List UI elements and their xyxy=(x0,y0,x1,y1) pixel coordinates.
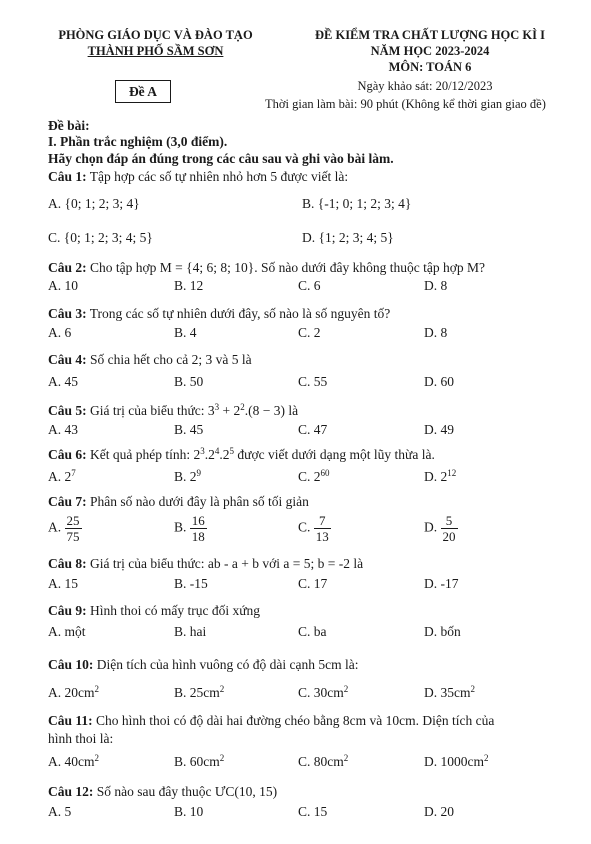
exponent: 2 xyxy=(240,402,245,412)
exam-version-box: Đề A xyxy=(115,80,171,103)
question-4 xyxy=(48,351,252,368)
q5-option-d: D. 49 xyxy=(424,422,454,437)
question-label: Câu 2: xyxy=(48,260,87,275)
exponent: 3 xyxy=(214,402,220,412)
q4-option-b: B. 50 xyxy=(174,374,204,389)
question-text: Số chia hết cho cả 2; 3 và 5 là xyxy=(90,352,252,367)
q5-option-b: B. 45 xyxy=(174,422,204,437)
q3-option-a: A. 6 xyxy=(48,325,72,340)
question-text: Cho tập hợp M = {4; 6; 8; 10}. Số nào dưới đây không thuộc tập hợp M? xyxy=(90,260,486,275)
q12-option-c: C. 15 xyxy=(298,804,328,819)
q1-option-a: A. {0; 1; 2; 3; 4} xyxy=(48,196,140,211)
q3-option-c: C. 2 xyxy=(298,325,321,340)
section-heading: I. Phần trắc nghiệm (3,0 điểm). xyxy=(48,134,228,149)
question-text: Cho hình thoi có độ dài hai đường chéo bằng 8cm và 10cm. Diện tích của xyxy=(96,713,495,728)
q8-option-b: B. -15 xyxy=(174,576,208,591)
question-label: Câu 1: xyxy=(48,169,87,184)
q9-option-d: D. bốn xyxy=(424,624,461,639)
subject: MÔN: TOÁN 6 xyxy=(388,60,472,74)
question-9 xyxy=(48,602,260,619)
exponent: 3 xyxy=(200,446,205,456)
question-label: Câu 11: xyxy=(48,713,93,728)
exponent: 5 xyxy=(229,446,234,456)
question-label: Câu 9: xyxy=(48,603,87,618)
question-text-mid: + 2 xyxy=(219,403,241,418)
exam-duration: Thời gian làm bài: 90 phút (Không kể thời gian giao đề) xyxy=(265,97,546,111)
question-text: Hình thoi có mấy trục đối xứng xyxy=(90,603,261,618)
q9-option-b: B. hai xyxy=(174,624,207,639)
question-text-mid: .2 xyxy=(219,447,230,462)
question-text: Diện tích của hình vuông có độ dài cạnh 5cm là: xyxy=(96,657,359,672)
q4-option-a: A. 45 xyxy=(48,374,78,389)
q7-option-b: B. $\frac{16}{18}$ xyxy=(174,513,205,544)
q6-option-b: B. $2^9$ xyxy=(174,468,202,484)
q2-option-c: C. 6 xyxy=(298,278,321,293)
q6-option-a: A. $2^7$ xyxy=(48,468,76,484)
instruction: Hãy chọn đáp án đúng trong các câu sau và ghi vào bài làm. xyxy=(48,151,394,166)
q11-option-c: C. $80cm^2$ xyxy=(298,753,349,769)
q1-option-d: D. {1; 2; 3; 4; 5} xyxy=(302,230,394,245)
fraction: $\frac{16}{18}$ xyxy=(191,513,205,544)
q11-option-d: D. $1000cm^2$ xyxy=(424,753,489,769)
q2-option-d: D. 8 xyxy=(424,278,448,293)
fraction: $\frac{5}{20}$ xyxy=(442,513,456,544)
question-3 xyxy=(48,305,390,322)
q11-option-a: A. $40cm^2$ xyxy=(48,753,99,769)
question-text-pre: Giá trị của biểu thức: 3 xyxy=(90,403,215,418)
question-label: Câu 4: xyxy=(48,352,87,367)
q4-option-d: D. 60 xyxy=(424,374,454,389)
question-text-post: được viết dưới dạng một lũy thừa là. xyxy=(234,447,435,462)
de-bai-heading: Đề bài: xyxy=(48,118,90,133)
q8-option-c: C. 17 xyxy=(298,576,328,591)
question-2 xyxy=(48,259,485,276)
question-text: Tập hợp các số tự nhiên nhỏ hơn 5 được viết là: xyxy=(89,169,349,184)
q9-option-c: C. ba xyxy=(298,624,327,639)
q12-option-b: B. 10 xyxy=(174,804,204,819)
q12-option-a: A. 5 xyxy=(48,804,72,819)
q10-option-d: D. $35cm^2$ xyxy=(424,684,475,700)
q7-option-a: A. $\frac{25}{75}$ xyxy=(48,513,80,544)
question-label: Câu 12: xyxy=(48,784,94,799)
question-label: Câu 7: xyxy=(48,494,87,509)
q5-option-c: C. 47 xyxy=(298,422,328,437)
question-text-post: .(8 − 3) là xyxy=(244,403,299,418)
question-1 xyxy=(48,168,348,185)
q10-option-b: B. $25cm^2$ xyxy=(174,684,225,700)
question-text: Phân số nào dưới đây là phân số tối giản xyxy=(90,494,309,509)
q8-option-d: D. -17 xyxy=(424,576,459,591)
q2-option-b: B. 12 xyxy=(174,278,204,293)
q8-option-a: A. 15 xyxy=(48,576,78,591)
city-name: THÀNH PHỐ SẦM SƠN xyxy=(87,44,224,58)
question-11 xyxy=(48,712,494,729)
question-text-pre: Kết quả phép tính: 2 xyxy=(90,447,201,462)
q2-option-a: A. 10 xyxy=(48,278,78,293)
question-label: Câu 10: xyxy=(48,657,94,672)
school-year: NĂM HỌC 2023-2024 xyxy=(370,44,490,58)
fraction: $\frac{25}{75}$ xyxy=(66,513,80,544)
q3-option-d: D. 8 xyxy=(424,325,448,340)
q3-option-b: B. 4 xyxy=(174,325,197,340)
question-10 xyxy=(48,656,358,673)
question-label: Câu 8: xyxy=(48,556,87,571)
q1-option-c: C. {0; 1; 2; 3; 4; 5} xyxy=(48,230,153,245)
q4-option-c: C. 55 xyxy=(298,374,328,389)
fraction: $\frac{7}{13}$ xyxy=(315,513,329,544)
question-text-mid: .2 xyxy=(204,447,215,462)
question-label: Câu 6: xyxy=(48,447,87,462)
q7-option-c: C. $\frac{7}{13}$ xyxy=(298,513,329,544)
q5-option-a: A. 43 xyxy=(48,422,78,437)
question-text: Trong các số tự nhiên dưới đây, số nào là số nguyên tố? xyxy=(89,306,391,321)
q6-option-d: D. $2^{12}$ xyxy=(424,468,457,484)
q12-option-d: D. 20 xyxy=(424,804,454,819)
q10-option-a: A. $20cm^2$ xyxy=(48,684,99,700)
exponent: 4 xyxy=(214,446,220,456)
q11-option-b: B. $60cm^2$ xyxy=(174,753,225,769)
exam-title: ĐỀ KIỂM TRA CHẤT LƯỢNG HỌC KÌ I xyxy=(314,28,545,42)
question-5 xyxy=(48,402,298,419)
question-11-line2: hình thoi là: xyxy=(48,731,114,746)
question-label: Câu 3: xyxy=(48,306,87,321)
q9-option-a: A. một xyxy=(48,624,86,639)
question-label: Câu 5: xyxy=(48,403,87,418)
department-name: PHÒNG GIÁO DỤC VÀ ĐÀO TẠO xyxy=(58,28,253,42)
question-text: Số nào sau đây thuộc ƯC(10, 15) xyxy=(96,784,278,799)
exam-date: Ngày khảo sát: 20/12/2023 xyxy=(357,79,493,93)
question-7 xyxy=(48,493,309,510)
question-6 xyxy=(48,446,435,463)
question-8 xyxy=(48,555,363,572)
question-text: Giá trị của biểu thức: ab - a + b với a = 5; b = -2 là xyxy=(90,556,364,571)
q10-option-c: C. $30cm^2$ xyxy=(298,684,349,700)
q6-option-c: C. $2^{60}$ xyxy=(298,468,330,484)
q7-option-d: D. $\frac{5}{20}$ xyxy=(424,513,456,544)
q1-option-b: B. {-1; 0; 1; 2; 3; 4} xyxy=(302,196,412,211)
question-12 xyxy=(48,783,277,800)
